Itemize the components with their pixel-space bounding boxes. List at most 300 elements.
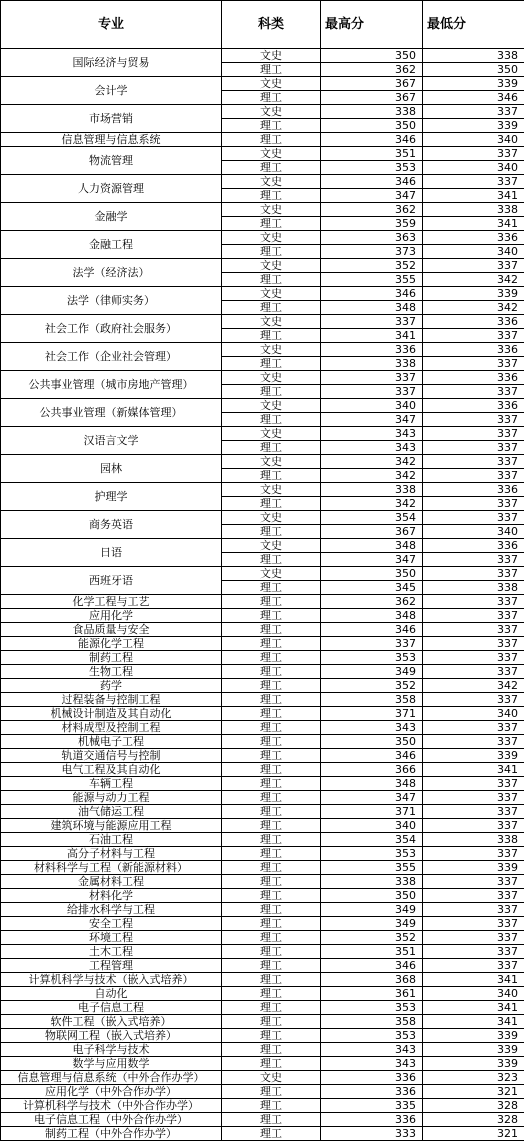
subject-type: 理工 (222, 553, 321, 567)
major-name: 电气工程及其自动化 (1, 763, 222, 777)
major-name: 金融工程 (1, 231, 222, 259)
table-row (1, 287, 524, 301)
subject-type: 理工 (222, 91, 321, 105)
min-score: 337 (423, 791, 524, 805)
subject-type: 文史 (222, 567, 321, 581)
max-score: 335 (321, 1099, 423, 1113)
subject-type: 文史 (222, 343, 321, 357)
min-score: 337 (423, 553, 524, 567)
major-name: 油气储运工程 (1, 805, 222, 819)
major-name: 公共事业管理（城市房地产管理） (1, 371, 222, 399)
min-score: 342 (423, 273, 524, 287)
subject-type: 理工 (222, 889, 321, 903)
table-row (1, 819, 524, 833)
max-score: 337 (321, 371, 423, 385)
max-score: 345 (321, 581, 423, 595)
max-score: 353 (321, 1029, 423, 1043)
min-score: 337 (423, 147, 524, 161)
subject-type: 理工 (222, 931, 321, 945)
min-score: 338 (423, 49, 524, 63)
table-row (1, 679, 524, 693)
min-score: 337 (423, 959, 524, 973)
major-name: 金属材料工程 (1, 875, 222, 889)
min-score: 339 (423, 749, 524, 763)
subject-type: 理工 (222, 441, 321, 455)
min-score: 340 (423, 707, 524, 721)
max-score: 352 (321, 931, 423, 945)
max-score: 347 (321, 553, 423, 567)
subject-type: 理工 (222, 623, 321, 637)
max-score: 340 (321, 399, 423, 413)
major-name: 电子信息工程（中外合作办学） (1, 1113, 222, 1127)
min-score: 337 (423, 259, 524, 273)
max-score: 353 (321, 1001, 423, 1015)
major-name: 法学（经济法） (1, 259, 222, 287)
min-score: 323 (423, 1071, 524, 1085)
subject-type: 理工 (222, 329, 321, 343)
max-score: 352 (321, 679, 423, 693)
major-name: 机械电子工程 (1, 735, 222, 749)
subject-type: 理工 (222, 735, 321, 749)
table-body (1, 49, 524, 1141)
table-row (1, 315, 524, 329)
max-score: 348 (321, 609, 423, 623)
subject-type: 理工 (222, 693, 321, 707)
min-score: 337 (423, 609, 524, 623)
max-score: 361 (321, 987, 423, 1001)
max-score: 347 (321, 413, 423, 427)
max-score: 340 (321, 819, 423, 833)
min-score: 338 (423, 203, 524, 217)
subject-type: 理工 (222, 763, 321, 777)
table-row (1, 623, 524, 637)
major-name: 石油工程 (1, 833, 222, 847)
max-score: 355 (321, 861, 423, 875)
major-name: 建筑环境与能源应用工程 (1, 819, 222, 833)
table-row (1, 987, 524, 1001)
min-score: 339 (423, 287, 524, 301)
max-score: 362 (321, 203, 423, 217)
min-score: 340 (423, 133, 524, 147)
min-score: 341 (423, 973, 524, 987)
table-row (1, 595, 524, 609)
subject-type: 理工 (222, 273, 321, 287)
max-score: 348 (321, 539, 423, 553)
min-score: 341 (423, 763, 524, 777)
min-score: 337 (423, 441, 524, 455)
table-row (1, 735, 524, 749)
subject-type: 理工 (222, 245, 321, 259)
major-name: 环境工程 (1, 931, 222, 945)
subject-type: 理工 (222, 833, 321, 847)
subject-type: 理工 (222, 1001, 321, 1015)
max-score: 346 (321, 623, 423, 637)
subject-type: 理工 (222, 959, 321, 973)
table-row (1, 49, 524, 63)
major-name: 制药工程 (1, 651, 222, 665)
subject-type: 理工 (222, 525, 321, 539)
major-name: 食品质量与安全 (1, 623, 222, 637)
max-score: 348 (321, 301, 423, 315)
subject-type: 理工 (222, 385, 321, 399)
subject-type: 文史 (222, 315, 321, 329)
max-score: 343 (321, 1043, 423, 1057)
min-score: 342 (423, 301, 524, 315)
major-name: 数学与应用数学 (1, 1057, 222, 1071)
header-min-score: 最低分 (423, 1, 524, 49)
max-score: 353 (321, 847, 423, 861)
major-name: 国际经济与贸易 (1, 49, 222, 77)
table-row (1, 763, 524, 777)
table-row (1, 1015, 524, 1029)
major-name: 机械设计制造及其自动化 (1, 707, 222, 721)
header-row (1, 1, 524, 49)
table-row (1, 889, 524, 903)
subject-type: 理工 (222, 819, 321, 833)
table-row (1, 371, 524, 385)
max-score: 350 (321, 889, 423, 903)
max-score: 359 (321, 217, 423, 231)
max-score: 336 (321, 1071, 423, 1085)
subject-type: 文史 (222, 427, 321, 441)
max-score: 338 (321, 875, 423, 889)
max-score: 350 (321, 49, 423, 63)
major-name: 工程管理 (1, 959, 222, 973)
max-score: 373 (321, 245, 423, 259)
subject-type: 文史 (222, 511, 321, 525)
subject-type: 理工 (222, 497, 321, 511)
min-score: 339 (423, 861, 524, 875)
max-score: 342 (321, 497, 423, 511)
major-name: 信息管理与信息系统（中外合作办学） (1, 1071, 222, 1085)
subject-type: 理工 (222, 637, 321, 651)
major-name: 护理学 (1, 483, 222, 511)
max-score: 337 (321, 385, 423, 399)
subject-type: 理工 (222, 1099, 321, 1113)
max-score: 351 (321, 147, 423, 161)
max-score: 352 (321, 259, 423, 273)
min-score: 337 (423, 105, 524, 119)
max-score: 358 (321, 693, 423, 707)
max-score: 346 (321, 749, 423, 763)
min-score: 338 (423, 833, 524, 847)
table-row (1, 567, 524, 581)
major-name: 人力资源管理 (1, 175, 222, 203)
min-score: 339 (423, 1029, 524, 1043)
major-name: 车辆工程 (1, 777, 222, 791)
major-name: 化学工程与工艺 (1, 595, 222, 609)
major-name: 商务英语 (1, 511, 222, 539)
min-score: 337 (423, 917, 524, 931)
min-score: 340 (423, 987, 524, 1001)
table-row (1, 875, 524, 889)
table-row (1, 175, 524, 189)
min-score: 337 (423, 413, 524, 427)
max-score: 336 (321, 343, 423, 357)
min-score: 337 (423, 329, 524, 343)
major-name: 汉语言文学 (1, 427, 222, 455)
min-score: 337 (423, 665, 524, 679)
subject-type: 理工 (222, 973, 321, 987)
major-name: 社会工作（政府社会服务） (1, 315, 222, 343)
min-score: 337 (423, 693, 524, 707)
max-score: 353 (321, 161, 423, 175)
table-row (1, 665, 524, 679)
max-score: 362 (321, 595, 423, 609)
subject-type: 理工 (222, 651, 321, 665)
max-score: 348 (321, 777, 423, 791)
min-score: 337 (423, 903, 524, 917)
min-score: 336 (423, 483, 524, 497)
table-row (1, 77, 524, 91)
min-score: 339 (423, 119, 524, 133)
header-major: 专业 (1, 1, 222, 49)
table-row (1, 931, 524, 945)
header-type: 科类 (222, 1, 321, 49)
major-name: 过程装备与控制工程 (1, 693, 222, 707)
subject-type: 文史 (222, 455, 321, 469)
major-name: 法学（律师实务） (1, 287, 222, 315)
subject-type: 理工 (222, 189, 321, 203)
subject-type: 理工 (222, 1029, 321, 1043)
subject-type: 文史 (222, 203, 321, 217)
table-row (1, 105, 524, 119)
max-score: 342 (321, 455, 423, 469)
min-score: 337 (423, 889, 524, 903)
table-row (1, 847, 524, 861)
table-row (1, 427, 524, 441)
max-score: 346 (321, 133, 423, 147)
subject-type: 理工 (222, 875, 321, 889)
min-score: 337 (423, 455, 524, 469)
major-name: 能源与动力工程 (1, 791, 222, 805)
min-score: 337 (423, 777, 524, 791)
max-score: 336 (321, 1085, 423, 1099)
major-name: 金融学 (1, 203, 222, 231)
min-score: 337 (423, 623, 524, 637)
table-row (1, 749, 524, 763)
subject-type: 理工 (222, 301, 321, 315)
major-name: 园林 (1, 455, 222, 483)
major-name: 市场营销 (1, 105, 222, 133)
subject-type: 理工 (222, 1015, 321, 1029)
max-score: 368 (321, 973, 423, 987)
table-row (1, 707, 524, 721)
major-name: 应用化学 (1, 609, 222, 623)
min-score: 341 (423, 1001, 524, 1015)
subject-type: 理工 (222, 609, 321, 623)
min-score: 337 (423, 945, 524, 959)
subject-type: 文史 (222, 483, 321, 497)
subject-type: 理工 (222, 1127, 321, 1141)
major-name: 生物工程 (1, 665, 222, 679)
subject-type: 理工 (222, 133, 321, 147)
table-row (1, 791, 524, 805)
major-name: 安全工程 (1, 917, 222, 931)
subject-type: 理工 (222, 945, 321, 959)
table-row (1, 1113, 524, 1127)
min-score: 328 (423, 1113, 524, 1127)
max-score: 367 (321, 525, 423, 539)
major-name: 材料化学 (1, 889, 222, 903)
subject-type: 理工 (222, 665, 321, 679)
subject-type: 理工 (222, 595, 321, 609)
major-name: 能源化学工程 (1, 637, 222, 651)
table-row (1, 1085, 524, 1099)
subject-type: 理工 (222, 1057, 321, 1071)
min-score: 336 (423, 231, 524, 245)
subject-type: 文史 (222, 259, 321, 273)
max-score: 362 (321, 63, 423, 77)
subject-type: 理工 (222, 777, 321, 791)
min-score: 337 (423, 385, 524, 399)
major-name: 材料成型及控制工程 (1, 721, 222, 735)
table-row (1, 539, 524, 553)
min-score: 340 (423, 161, 524, 175)
subject-type: 理工 (222, 707, 321, 721)
table-row (1, 399, 524, 413)
table-row (1, 1043, 524, 1057)
min-score: 337 (423, 595, 524, 609)
max-score: 346 (321, 287, 423, 301)
min-score: 342 (423, 679, 524, 693)
table-row (1, 203, 524, 217)
min-score: 328 (423, 1099, 524, 1113)
table-row (1, 945, 524, 959)
max-score: 354 (321, 833, 423, 847)
max-score: 346 (321, 175, 423, 189)
table-row (1, 1001, 524, 1015)
major-name: 自动化 (1, 987, 222, 1001)
subject-type: 理工 (222, 1113, 321, 1127)
min-score: 336 (423, 315, 524, 329)
max-score: 350 (321, 567, 423, 581)
major-name: 日语 (1, 539, 222, 567)
max-score: 367 (321, 77, 423, 91)
min-score: 337 (423, 721, 524, 735)
max-score: 354 (321, 511, 423, 525)
max-score: 337 (321, 315, 423, 329)
major-name: 土木工程 (1, 945, 222, 959)
max-score: 343 (321, 441, 423, 455)
min-score: 341 (423, 189, 524, 203)
subject-type: 理工 (222, 987, 321, 1001)
max-score: 371 (321, 805, 423, 819)
subject-type: 理工 (222, 1043, 321, 1057)
min-score: 336 (423, 343, 524, 357)
min-score: 346 (423, 91, 524, 105)
subject-type: 文史 (222, 371, 321, 385)
subject-type: 文史 (222, 175, 321, 189)
subject-type: 理工 (222, 217, 321, 231)
table-row (1, 1029, 524, 1043)
major-name: 社会工作（企业社会管理） (1, 343, 222, 371)
subject-type: 理工 (222, 581, 321, 595)
table-row (1, 861, 524, 875)
subject-type: 理工 (222, 791, 321, 805)
min-score: 321 (423, 1127, 524, 1141)
max-score: 338 (321, 105, 423, 119)
major-name: 计算机科学与技术（嵌入式培养） (1, 973, 222, 987)
table-row (1, 1071, 524, 1085)
table-row (1, 1099, 524, 1113)
max-score: 346 (321, 959, 423, 973)
min-score: 339 (423, 77, 524, 91)
subject-type: 理工 (222, 161, 321, 175)
major-name: 材料科学与工程（新能源材料） (1, 861, 222, 875)
subject-type: 理工 (222, 1085, 321, 1099)
max-score: 349 (321, 903, 423, 917)
table-row (1, 777, 524, 791)
min-score: 337 (423, 427, 524, 441)
subject-type: 文史 (222, 287, 321, 301)
min-score: 339 (423, 1043, 524, 1057)
major-name: 应用化学（中外合作办学） (1, 1085, 222, 1099)
major-name: 高分子材料与工程 (1, 847, 222, 861)
min-score: 338 (423, 581, 524, 595)
major-name: 西班牙语 (1, 567, 222, 595)
table-row (1, 833, 524, 847)
major-name: 电子科学与技术 (1, 1043, 222, 1057)
major-name: 轨道交通信号与控制 (1, 749, 222, 763)
major-name: 信息管理与信息系统 (1, 133, 222, 147)
max-score: 338 (321, 483, 423, 497)
subject-type: 文史 (222, 399, 321, 413)
subject-type: 理工 (222, 861, 321, 875)
table-row (1, 721, 524, 735)
subject-type: 理工 (222, 469, 321, 483)
min-score: 337 (423, 637, 524, 651)
subject-type: 理工 (222, 413, 321, 427)
min-score: 337 (423, 931, 524, 945)
table-row (1, 231, 524, 245)
table-row (1, 1057, 524, 1071)
min-score: 341 (423, 1015, 524, 1029)
min-score: 340 (423, 525, 524, 539)
max-score: 353 (321, 651, 423, 665)
table-row (1, 343, 524, 357)
table-row (1, 511, 524, 525)
max-score: 350 (321, 735, 423, 749)
min-score: 337 (423, 875, 524, 889)
min-score: 336 (423, 371, 524, 385)
min-score: 337 (423, 819, 524, 833)
max-score: 355 (321, 273, 423, 287)
table-row (1, 637, 524, 651)
subject-type: 文史 (222, 49, 321, 63)
table-row (1, 805, 524, 819)
max-score: 367 (321, 91, 423, 105)
subject-type: 理工 (222, 917, 321, 931)
table-row (1, 483, 524, 497)
min-score: 337 (423, 651, 524, 665)
header-max-score: 最高分 (321, 1, 423, 49)
major-name: 药学 (1, 679, 222, 693)
max-score: 358 (321, 1015, 423, 1029)
table-row (1, 917, 524, 931)
max-score: 349 (321, 665, 423, 679)
max-score: 350 (321, 119, 423, 133)
min-score: 337 (423, 805, 524, 819)
max-score: 366 (321, 763, 423, 777)
table-row (1, 133, 524, 147)
table-row (1, 609, 524, 623)
max-score: 343 (321, 427, 423, 441)
min-score: 337 (423, 357, 524, 371)
table-row (1, 651, 524, 665)
major-name: 制药工程（中外合作办学） (1, 1127, 222, 1141)
subject-type: 理工 (222, 805, 321, 819)
